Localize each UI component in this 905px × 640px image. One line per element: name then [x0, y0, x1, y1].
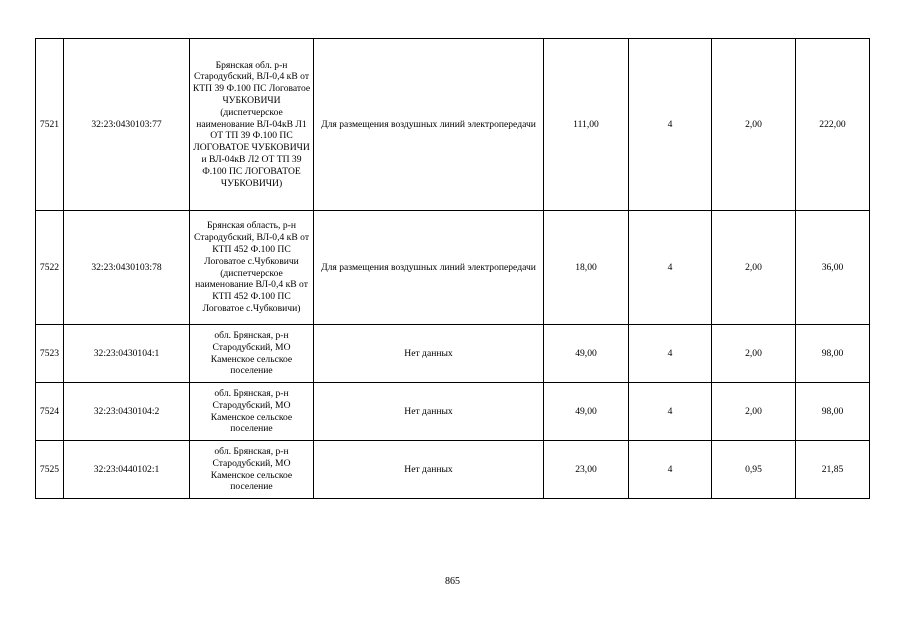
row-number: 7525	[36, 441, 64, 499]
permitted-use: Нет данных	[314, 441, 544, 499]
sum-value: 36,00	[796, 211, 870, 325]
table-row	[36, 211, 870, 325]
group-value: 4	[629, 39, 712, 211]
permitted-use: Для размещения воздушных линий электропередачи	[314, 39, 544, 211]
group-value: 4	[629, 325, 712, 383]
rate-value: 2,00	[712, 383, 796, 441]
area-value: 49,00	[544, 383, 629, 441]
location-address: Брянская обл. р-н Стародубский, ВЛ-0,4 кВ от КТП 39 Ф.100 ПС Логоватое ЧУБКОВИЧИ (диспетчерское наименование ВЛ-04кВ Л1 ОТ ТП 39 Ф.100 ПС ЛОГОВАТОЕ ЧУБКОВИЧИ и ВЛ-04кВ Л2 ОТ ТП 39 Ф.100 ПС ЛОГОВАТОЕ ЧУБКОВИЧИ)	[190, 39, 314, 211]
table-row	[36, 441, 870, 499]
area-value: 18,00	[544, 211, 629, 325]
page-number: 865	[445, 576, 460, 587]
location-address: обл. Брянская, р-н Стародубский, МО Каменское сельское поселение	[190, 441, 314, 499]
row-number: 7524	[36, 383, 64, 441]
group-value: 4	[629, 441, 712, 499]
permitted-use: Для размещения воздушных линий электропередачи	[314, 211, 544, 325]
cadastral-number: 32:23:0430103:78	[64, 211, 190, 325]
land-registry-table	[35, 38, 870, 499]
area-value: 49,00	[544, 325, 629, 383]
cadastral-number: 32:23:0430104:1	[64, 325, 190, 383]
group-value: 4	[629, 383, 712, 441]
area-value: 111,00	[544, 39, 629, 211]
sum-value: 222,00	[796, 39, 870, 211]
sum-value: 98,00	[796, 383, 870, 441]
row-number: 7523	[36, 325, 64, 383]
location-address: Брянская область, р-н Стародубский, ВЛ-0,4 кВ от КТП 452 Ф.100 ПС Логоватое с.Чубковичи (диспетчерское наименование ВЛ-0,4 кВ от КТП 452 Ф.100 ПС Логоватое с.Чубковичи)	[190, 211, 314, 325]
table-row	[36, 383, 870, 441]
table-row	[36, 39, 870, 211]
area-value: 23,00	[544, 441, 629, 499]
rate-value: 2,00	[712, 211, 796, 325]
row-number: 7521	[36, 39, 64, 211]
cadastral-number: 32:23:0430103:77	[64, 39, 190, 211]
rate-value: 2,00	[712, 39, 796, 211]
cadastral-number: 32:23:0440102:1	[64, 441, 190, 499]
rate-value: 0,95	[712, 441, 796, 499]
group-value: 4	[629, 211, 712, 325]
permitted-use: Нет данных	[314, 325, 544, 383]
table-row	[36, 325, 870, 383]
location-address: обл. Брянская, р-н Стародубский, МО Каменское сельское поселение	[190, 325, 314, 383]
location-address: обл. Брянская, р-н Стародубский, МО Каменское сельское поселение	[190, 383, 314, 441]
rate-value: 2,00	[712, 325, 796, 383]
cadastral-number: 32:23:0430104:2	[64, 383, 190, 441]
sum-value: 98,00	[796, 325, 870, 383]
sum-value: 21,85	[796, 441, 870, 499]
permitted-use: Нет данных	[314, 383, 544, 441]
row-number: 7522	[36, 211, 64, 325]
